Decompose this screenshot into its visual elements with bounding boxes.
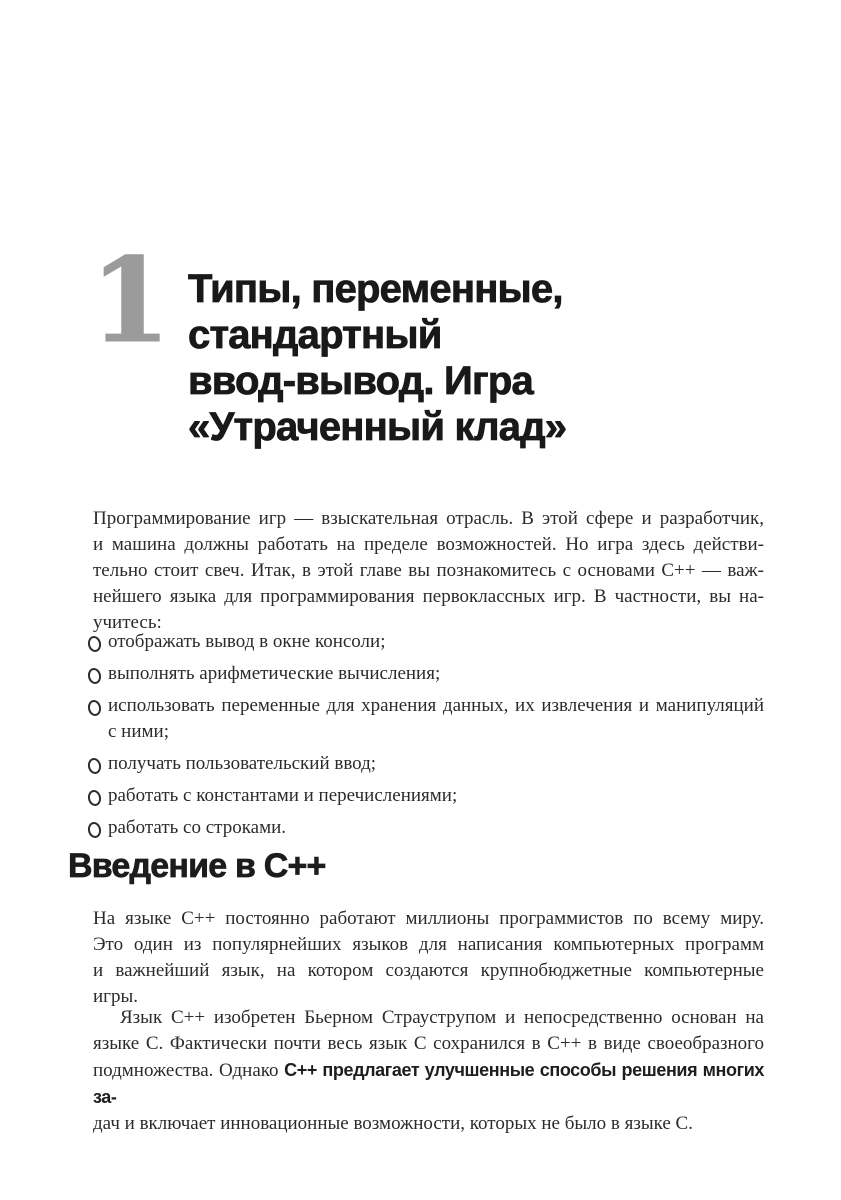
list-item-text: работать с константами и перечислениями; (108, 785, 458, 806)
paragraph-line: нейшего языка для программирования первоклассных игр. В частности, вы на- (93, 586, 764, 607)
list-item (88, 815, 764, 841)
paragraph-line: и важнейший язык, на котором создаются крупнобюджетные компьютерные (93, 960, 764, 981)
chapter-title-line: Типы, переменные, (188, 267, 563, 311)
list-item (88, 783, 764, 809)
paragraph-line: и машина должны работать на пределе возможностей. Но игра здесь действи- (93, 534, 764, 555)
bullet-circle-icon (86, 667, 102, 685)
list-item-text: получать пользовательский ввод; (108, 753, 377, 774)
list-item-text: выполнять арифметические вычисления; (108, 663, 441, 684)
paragraph-line: Это один из популярнейших языков для написания компьютерных программ (93, 934, 764, 955)
list-item-text: отображать вывод в окне консоли; (108, 631, 386, 652)
chapter-number: 1 (90, 233, 169, 369)
chapter-title-line: «Утраченный клад» (188, 405, 567, 449)
bullet-circle-icon (86, 699, 102, 717)
bullet-circle-icon (86, 757, 102, 775)
bullet-circle-icon (86, 789, 102, 807)
paragraph-line: Программирование игр — взыскательная отрасль. В этой сфере и разработчик, (93, 508, 764, 529)
paragraph-line: языке C. Фактически почти весь язык C сохранился в C++ в виде своеобразного (93, 1033, 764, 1054)
chapter-title-line: ввод-вывод. Игра (188, 359, 533, 403)
paragraph-line: игры. (93, 986, 138, 1007)
list-item-text: работать со строками. (108, 817, 287, 838)
list-item-text: использовать переменные для хранения данных, их извлечения и манипуляций (108, 695, 764, 716)
paragraph-cpp-history (93, 1005, 764, 1137)
paragraph-line: Язык C++ изобретен Бьерном Страуструпом и непосредственно основан на (120, 1007, 764, 1028)
paragraph-cpp-popularity (93, 906, 764, 1010)
list-item (88, 629, 764, 655)
chapter-title-line: стандартный (188, 313, 442, 357)
paragraph-line: тельно стоит свеч. Итак, в этой главе вы познакомитесь с основами C++ — важ- (93, 560, 764, 581)
paragraph-text: подмножества. Однако (93, 1060, 285, 1081)
list-item (88, 661, 764, 687)
list-item (88, 693, 764, 745)
paragraph-line: На языке C++ постоянно работают миллионы программистов по всему миру. (93, 908, 764, 929)
bold-highlight-text: C++ предлагает улучшенные способы решения многих за- (93, 1060, 764, 1107)
intro-paragraph (93, 506, 764, 636)
paragraph-line: дач и включает инновационные возможности, которых не было в языке C. (93, 1113, 693, 1134)
bullet-circle-icon (86, 635, 102, 653)
list-item (88, 751, 764, 777)
learning-objectives-list (88, 629, 764, 847)
section-heading: Введение в C++ (68, 847, 326, 885)
chapter-title (188, 266, 566, 450)
bullet-circle-icon (86, 821, 102, 839)
paragraph-line (93, 1057, 764, 1111)
paragraph-line: учитесь: (93, 612, 162, 633)
list-item-text: с ними; (108, 721, 169, 742)
